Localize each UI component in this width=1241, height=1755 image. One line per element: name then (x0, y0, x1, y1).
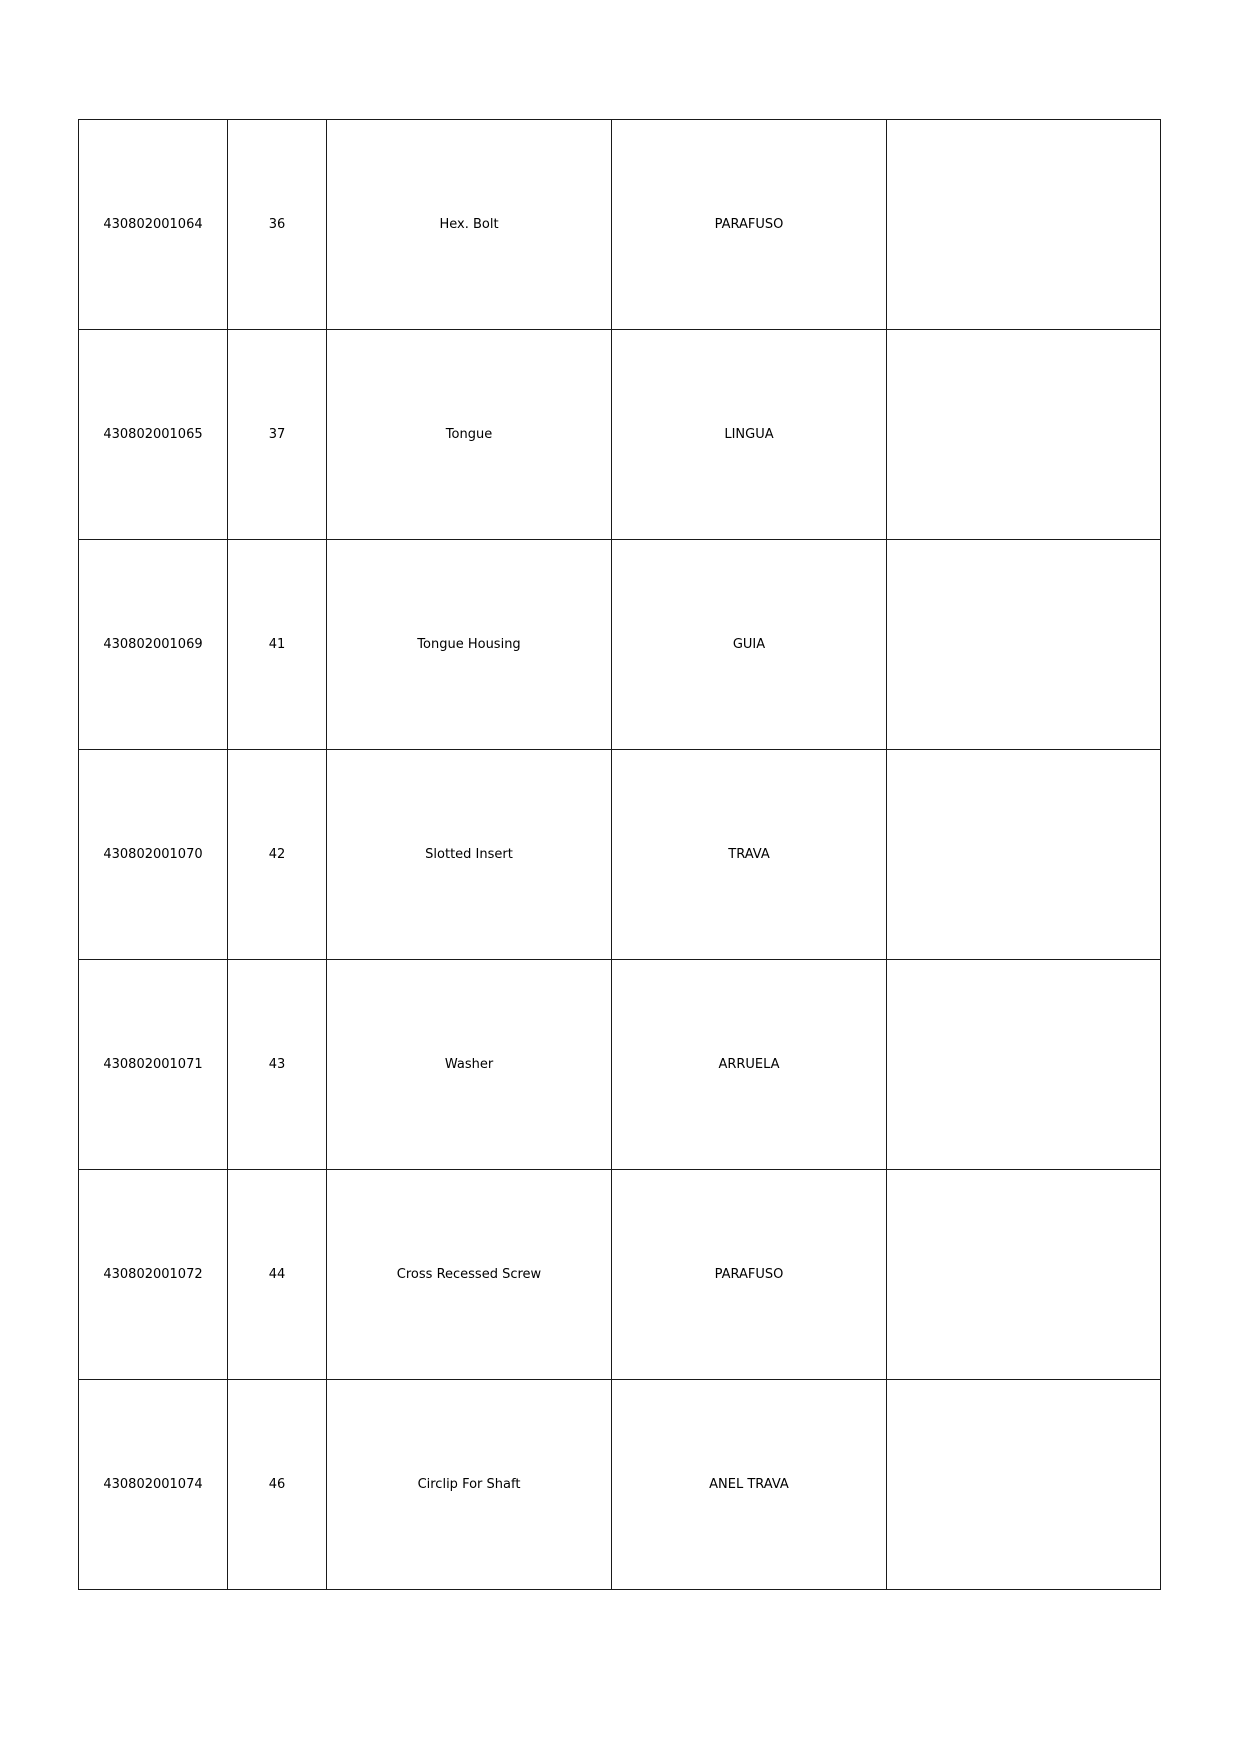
table-row (79, 960, 1161, 1170)
empty-cell (887, 120, 1161, 330)
item-number-cell: 36 (228, 120, 327, 330)
part-name-english-cell: Washer (327, 960, 612, 1170)
part-code-cell: 430802001074 (79, 1380, 228, 1590)
empty-cell (887, 1170, 1161, 1380)
item-number-cell: 41 (228, 540, 327, 750)
parts-table (78, 119, 1161, 1590)
part-name-portuguese-cell: PARAFUSO (612, 120, 887, 330)
table-row (79, 120, 1161, 330)
part-name-portuguese-cell: GUIA (612, 540, 887, 750)
empty-cell (887, 750, 1161, 960)
empty-cell (887, 330, 1161, 540)
part-name-portuguese-cell: PARAFUSO (612, 1170, 887, 1380)
part-name-portuguese-cell: ANEL TRAVA (612, 1380, 887, 1590)
part-code-cell: 430802001064 (79, 120, 228, 330)
part-name-english-cell: Slotted Insert (327, 750, 612, 960)
empty-cell (887, 960, 1161, 1170)
table-row (79, 330, 1161, 540)
part-code-cell: 430802001072 (79, 1170, 228, 1380)
part-name-portuguese-cell: LINGUA (612, 330, 887, 540)
item-number-cell: 44 (228, 1170, 327, 1380)
part-name-english-cell: Tongue Housing (327, 540, 612, 750)
part-name-english-cell: Cross Recessed Screw (327, 1170, 612, 1380)
part-name-portuguese-cell: ARRUELA (612, 960, 887, 1170)
table-row (79, 750, 1161, 960)
item-number-cell: 43 (228, 960, 327, 1170)
empty-cell (887, 1380, 1161, 1590)
part-code-cell: 430802001065 (79, 330, 228, 540)
part-name-english-cell: Hex. Bolt (327, 120, 612, 330)
part-name-english-cell: Circlip For Shaft (327, 1380, 612, 1590)
part-name-english-cell: Tongue (327, 330, 612, 540)
item-number-cell: 42 (228, 750, 327, 960)
item-number-cell: 37 (228, 330, 327, 540)
table-row (79, 540, 1161, 750)
part-code-cell: 430802001069 (79, 540, 228, 750)
item-number-cell: 46 (228, 1380, 327, 1590)
table-row (79, 1170, 1161, 1380)
part-name-portuguese-cell: TRAVA (612, 750, 887, 960)
part-code-cell: 430802001071 (79, 960, 228, 1170)
part-code-cell: 430802001070 (79, 750, 228, 960)
empty-cell (887, 540, 1161, 750)
table-row (79, 1380, 1161, 1590)
